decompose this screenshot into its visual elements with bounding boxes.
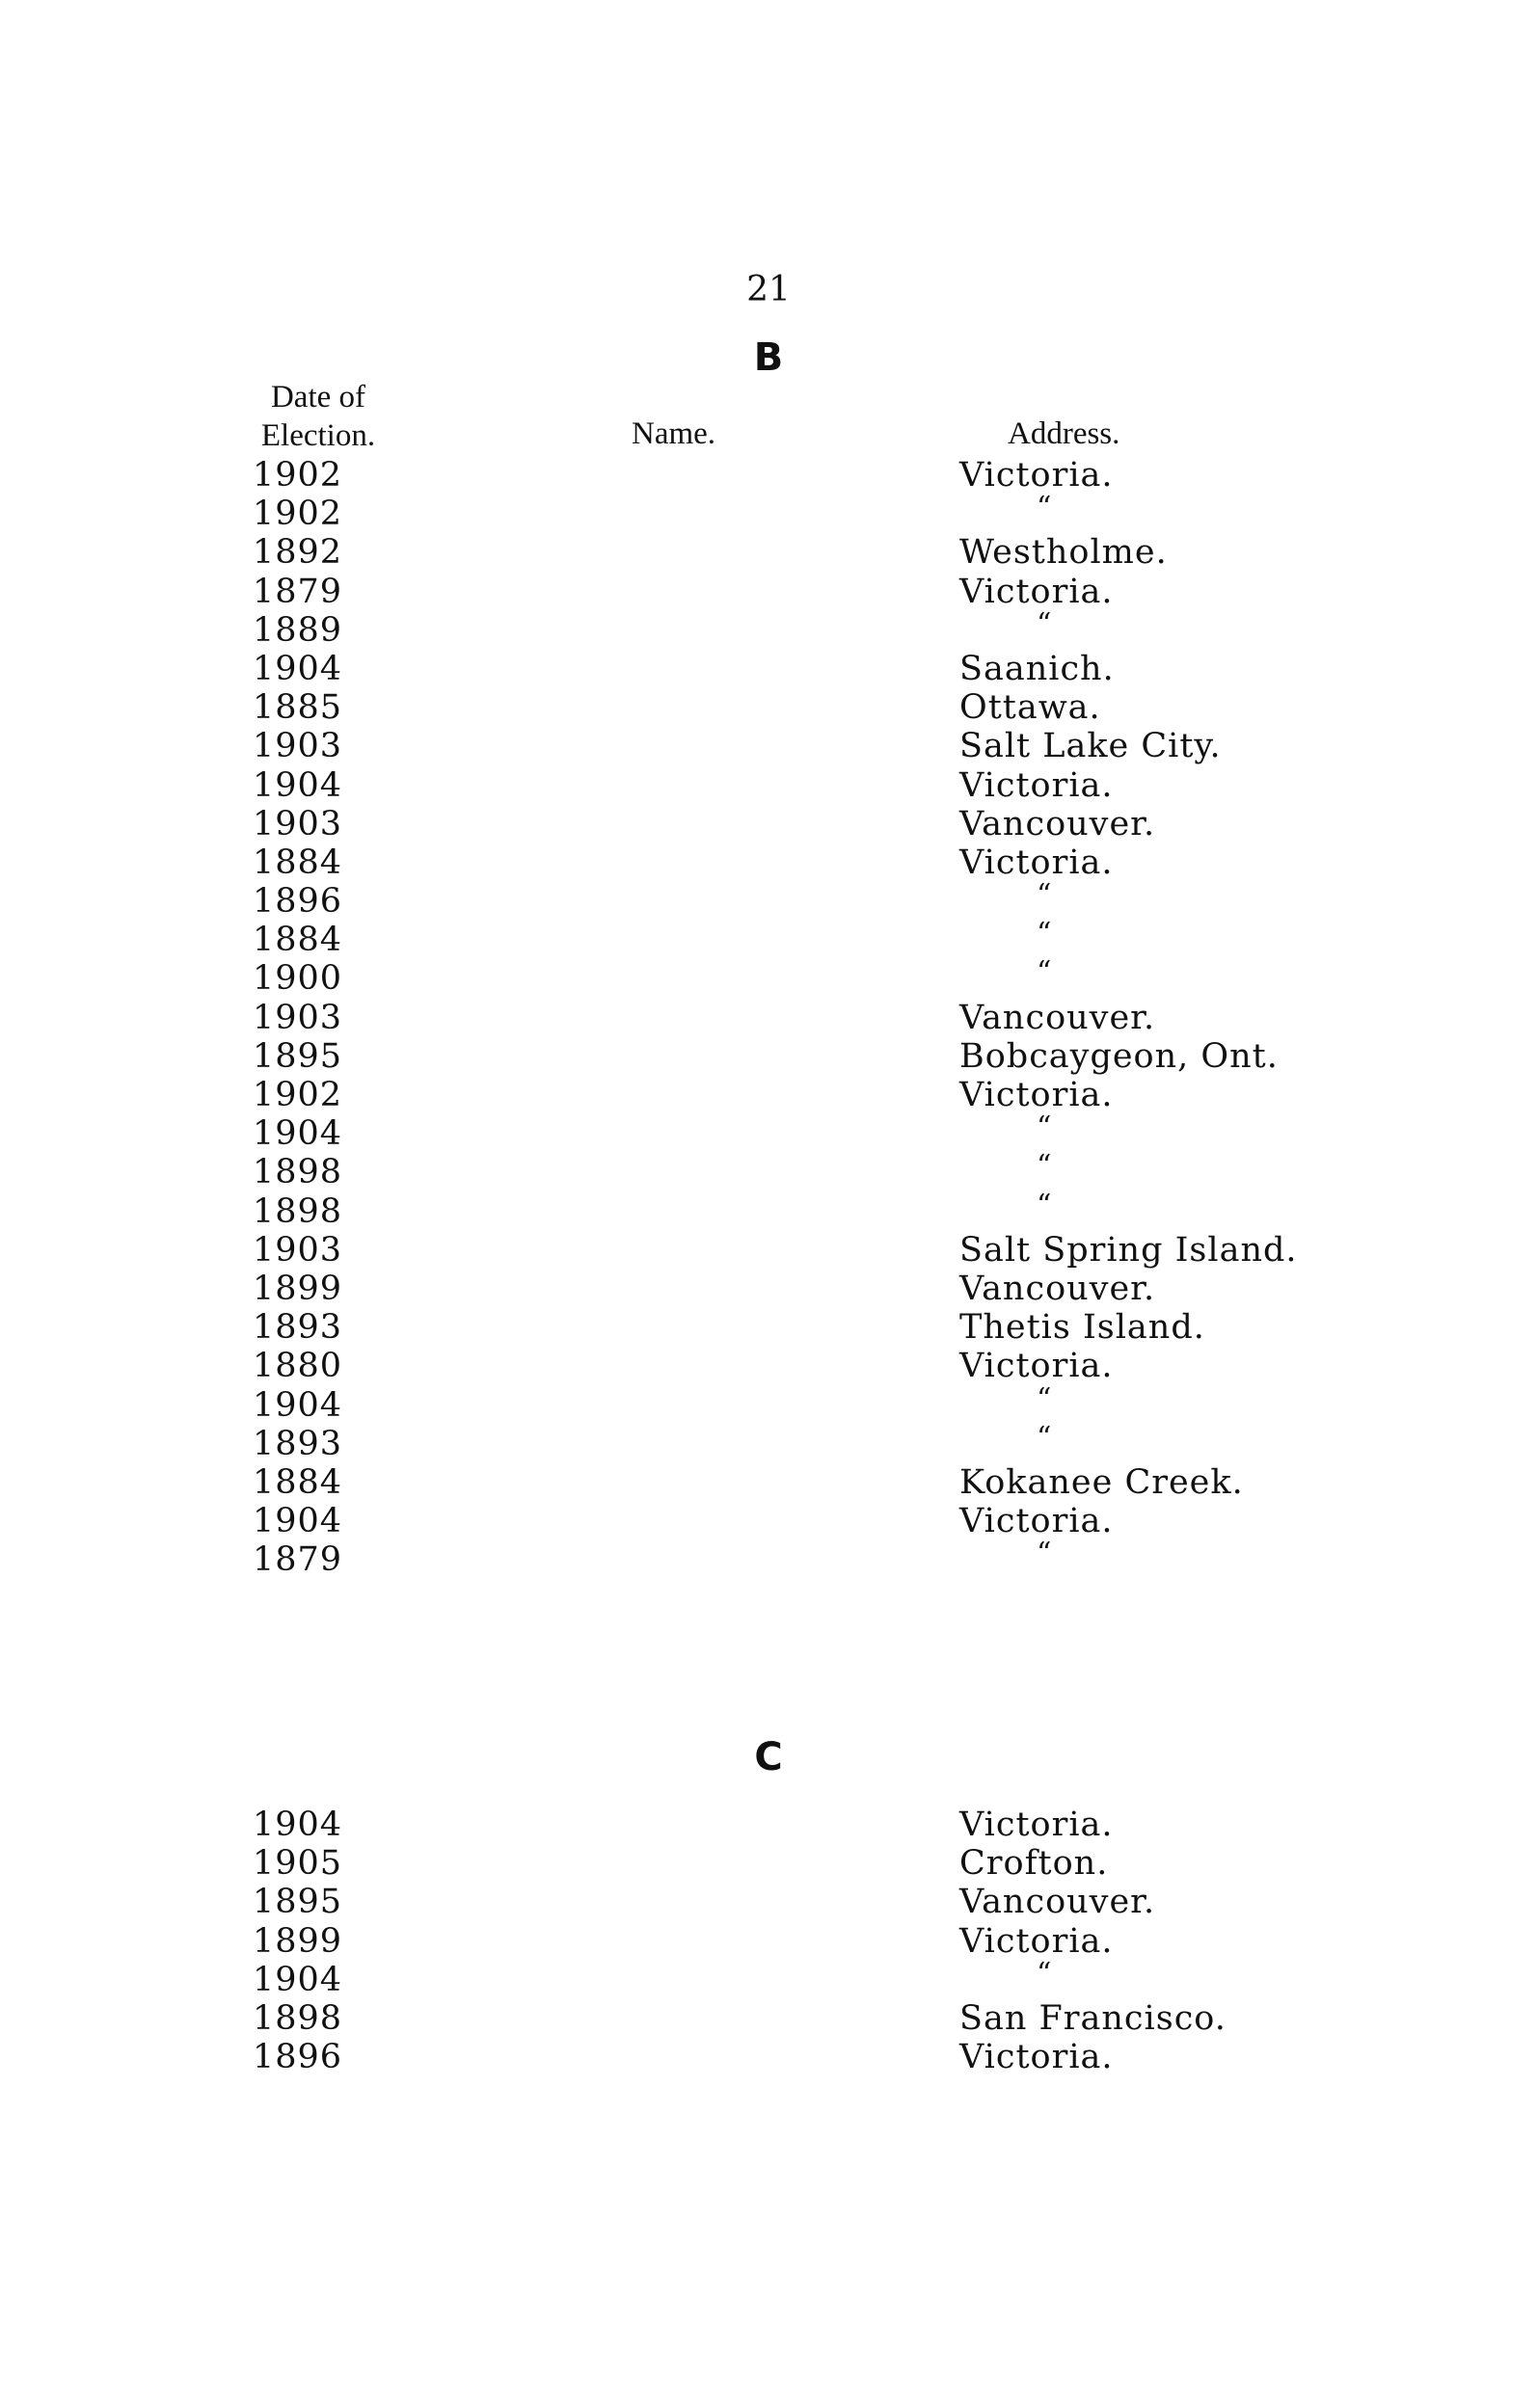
member-entry	[0, 1231, 1537, 1270]
member-address: Victoria.	[959, 1076, 1114, 1114]
election-year: 1898	[253, 1191, 343, 1231]
member-address: “	[1037, 1188, 1053, 1222]
member-entry	[0, 766, 1537, 805]
member-address: Westholme.	[959, 533, 1168, 573]
member-address: Kokanee Creek.	[959, 1462, 1244, 1502]
member-entry	[0, 917, 1537, 960]
member-entry	[0, 1956, 1537, 1999]
member-entry	[0, 2038, 1537, 2076]
member-address: Salt Spring Island.	[959, 1230, 1298, 1270]
member-entry	[0, 1308, 1537, 1347]
member-address: “	[1037, 955, 1053, 990]
member-entry	[0, 1502, 1537, 1540]
election-year: 1904	[253, 1385, 343, 1425]
election-year: 1903	[253, 998, 343, 1037]
member-entry	[0, 1149, 1537, 1192]
member-entry	[0, 1806, 1537, 1844]
election-year: 1896	[253, 882, 343, 922]
election-year: 1904	[253, 1960, 343, 1999]
election-year: 1884	[253, 921, 343, 960]
member-address: “	[1037, 491, 1053, 525]
member-entry	[0, 606, 1537, 650]
election-year: 1895	[253, 1883, 343, 1922]
election-year: 1904	[253, 1806, 343, 1844]
election-year: 1885	[253, 688, 343, 728]
member-address: Crofton.	[959, 1844, 1109, 1884]
date-of-election-header: Date of Election.	[260, 380, 376, 453]
member-address: Victoria.	[959, 1921, 1114, 1961]
election-year: 1892	[253, 533, 343, 573]
member-entry	[0, 999, 1537, 1037]
member-address: Vancouver.	[959, 998, 1156, 1037]
election-year: 1893	[253, 1308, 343, 1348]
member-address: “	[1037, 1537, 1053, 1571]
election-year: 1896	[253, 2038, 343, 2077]
election-year: 1899	[253, 1921, 343, 1961]
member-entry	[0, 1270, 1537, 1308]
member-entry	[0, 805, 1537, 843]
member-list-b	[0, 456, 1537, 1579]
member-entry	[0, 1537, 1537, 1580]
member-entry	[0, 1347, 1537, 1385]
name-header: Name.	[632, 416, 716, 451]
page-number: 21	[746, 270, 791, 309]
member-list-c	[0, 1806, 1537, 2076]
member-address: Vancouver.	[959, 1269, 1156, 1308]
member-entry	[0, 533, 1537, 572]
election-year: 1900	[253, 959, 343, 999]
member-address: “	[1037, 1110, 1053, 1145]
member-entry	[0, 491, 1537, 534]
member-address: “	[1037, 878, 1053, 913]
election-year: 1902	[253, 456, 343, 495]
member-address: Vancouver.	[959, 804, 1156, 843]
member-entry	[0, 1999, 1537, 2038]
member-entry	[0, 1076, 1537, 1114]
election-year: 1893	[253, 1424, 343, 1463]
election-year: 1904	[253, 765, 343, 805]
member-address: Thetis Island.	[959, 1308, 1205, 1348]
member-address: Victoria.	[959, 843, 1114, 882]
member-entry	[0, 688, 1537, 727]
member-address: “	[1037, 1420, 1053, 1455]
election-year: 1902	[253, 495, 343, 534]
member-address: Victoria.	[959, 572, 1114, 611]
member-entry	[0, 1110, 1537, 1154]
election-year: 1905	[253, 1844, 343, 1884]
member-address: Saanich.	[959, 649, 1115, 688]
member-entry	[0, 1420, 1537, 1463]
member-address: “	[1037, 1956, 1053, 1991]
section-letter-b: B	[753, 335, 784, 380]
election-year: 1889	[253, 610, 343, 650]
election-year: 1898	[253, 1153, 343, 1192]
election-year: 1904	[253, 649, 343, 688]
member-address: Victoria.	[959, 1806, 1114, 1844]
election-year: 1899	[253, 1269, 343, 1308]
member-entry	[0, 1883, 1537, 1921]
election-year: 1903	[253, 727, 343, 766]
election-year: 1879	[253, 1540, 343, 1580]
member-entry	[0, 955, 1537, 999]
member-address: Bobcaygeon, Ont.	[959, 1036, 1279, 1076]
member-entry	[0, 1844, 1537, 1883]
member-address: Victoria.	[959, 1502, 1114, 1541]
member-address: Victoria.	[959, 765, 1114, 805]
member-address: “	[1037, 917, 1053, 951]
member-entry	[0, 878, 1537, 922]
member-address: “	[1037, 1149, 1053, 1184]
election-year: 1902	[253, 1076, 343, 1114]
member-address: San Francisco.	[959, 1998, 1227, 2038]
election-year: 1903	[253, 804, 343, 843]
member-address: Victoria.	[959, 1347, 1114, 1386]
member-entry	[0, 1037, 1537, 1076]
member-entry	[0, 650, 1537, 688]
member-address: Victoria.	[959, 456, 1114, 495]
member-entry	[0, 843, 1537, 882]
election-year: 1904	[253, 1502, 343, 1541]
member-entry	[0, 727, 1537, 765]
election-year: 1884	[253, 1462, 343, 1502]
member-address: Ottawa.	[959, 688, 1101, 728]
election-year: 1879	[253, 572, 343, 611]
member-entry	[0, 1922, 1537, 1961]
member-address: “	[1037, 606, 1053, 641]
election-year: 1904	[253, 1114, 343, 1154]
member-address: “	[1037, 1381, 1053, 1416]
member-entry	[0, 456, 1537, 495]
election-year: 1880	[253, 1347, 343, 1386]
member-entry	[0, 573, 1537, 611]
member-address: Salt Lake City.	[959, 727, 1222, 766]
election-year: 1895	[253, 1036, 343, 1076]
election-year: 1903	[253, 1230, 343, 1270]
member-entry	[0, 1463, 1537, 1502]
member-entry	[0, 1381, 1537, 1425]
address-header: Address.	[1008, 416, 1120, 451]
election-year: 1898	[253, 1998, 343, 2038]
member-entry	[0, 1188, 1537, 1231]
section-letter-c: C	[754, 1735, 783, 1779]
member-address: Vancouver.	[959, 1883, 1156, 1922]
member-address: Victoria.	[959, 2038, 1114, 2077]
election-year: 1884	[253, 843, 343, 882]
